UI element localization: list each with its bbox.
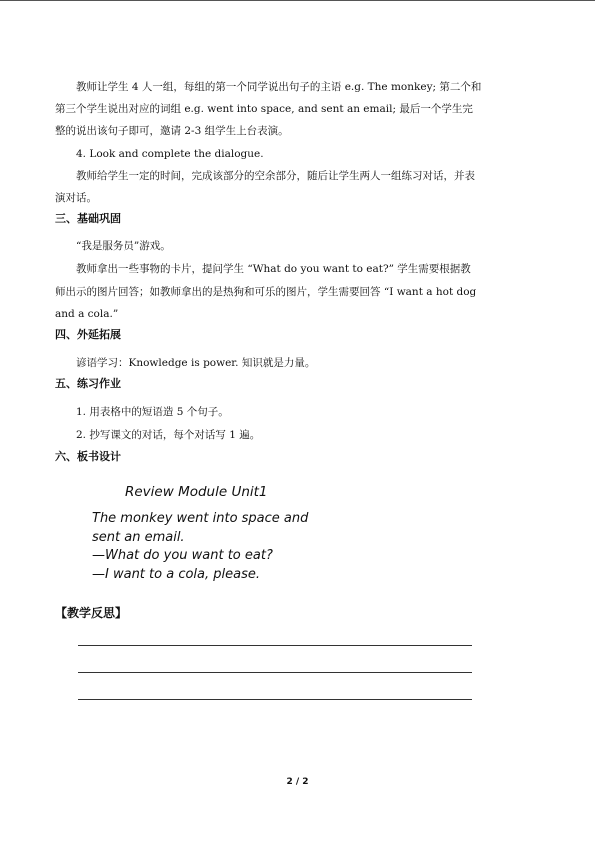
reflection-heading: 【教学反思】 [55,606,128,620]
board-line: —I want to a cola, please. [92,567,260,582]
homework-item: 2. 抄写课文的对话，每个对话写 1 遍。 [76,429,261,441]
top-border [0,0,595,1]
paragraph-line: 谚语学习：Knowledge is power. 知识就是力量。 [76,357,316,369]
paragraph-line: 演对话。 [55,192,97,204]
section-heading: 四、外延拓展 [55,328,121,341]
paragraph-line: 教师给学生一定的时间，完成该部分的空余部分，随后让学生两人一组练习对话，并表 [76,170,475,182]
board-line: sent an email. [92,530,185,545]
section-heading: 五、练习作业 [55,377,121,390]
step-item: 4. Look and complete the dialogue. [76,148,264,160]
section-heading: 三、基础巩固 [55,212,121,225]
paragraph-line: 教师拿出一些事物的卡片，提问学生 “What do you want to eat?” 学生需要根据教 [76,263,471,275]
paragraph-line: “我是服务员”游戏。 [76,240,171,252]
board-title: Review Module Unit1 [125,484,268,500]
paragraph-line: and a cola.” [55,308,119,320]
paragraph-line: 整的说出该句子即可，邀请 2-3 组学生上台表演。 [55,125,289,137]
writing-line [78,699,472,700]
board-line: The monkey went into space and [92,511,309,526]
section-heading: 六、板书设计 [55,450,121,463]
homework-item: 1. 用表格中的短语造 5 个句子。 [76,406,229,418]
board-line: —What do you want to eat? [92,548,273,563]
paragraph-line: 师出示的图片回答；如教师拿出的是热狗和可乐的图片，学生需要回答 “I want a hot dog [55,286,477,298]
paragraph-line: 第三个学生说出对应的词组 e.g. went into space, and sent an email; 最后一个学生完 [55,103,473,115]
paragraph-line: 教师让学生 4 人一组，每组的第一个同学说出句子的主语 e.g. The monkey; 第二个和 [76,81,482,93]
page-number: 2 / 2 [286,777,309,787]
writing-line [78,645,472,646]
writing-line [78,672,472,673]
